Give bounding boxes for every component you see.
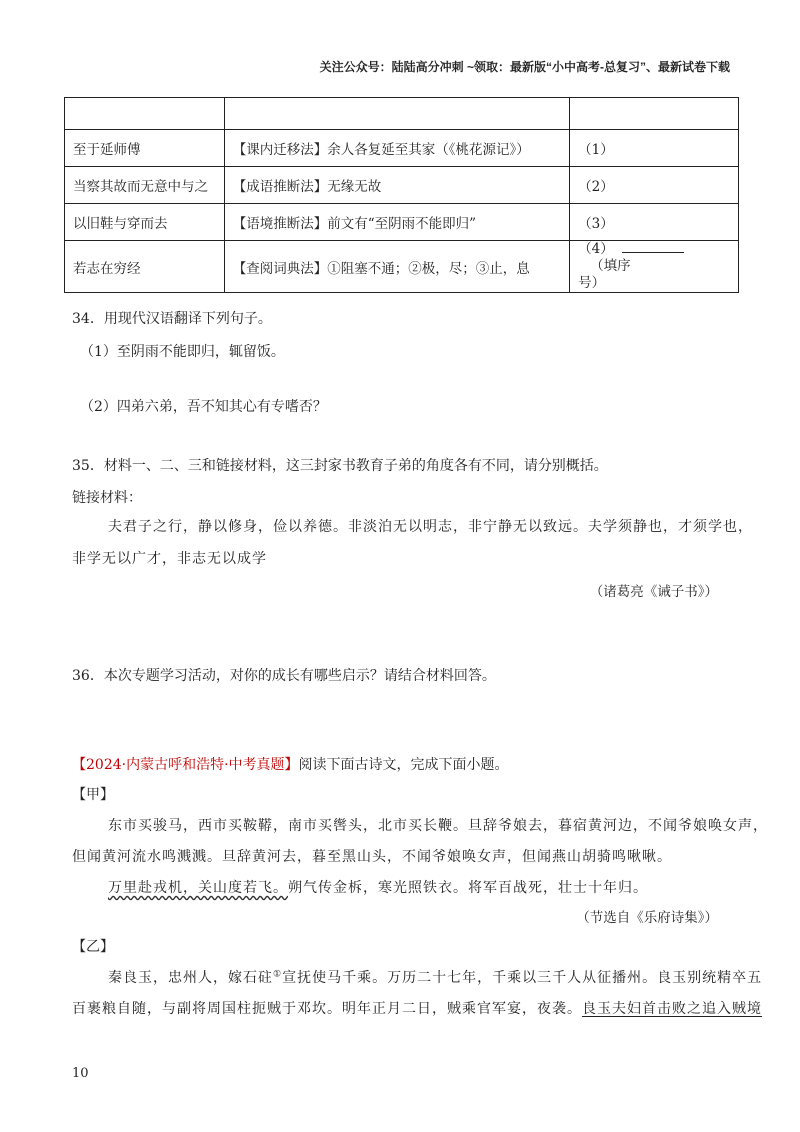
link-material-line: 非学无以广才，非志无以成学 — [72, 551, 267, 567]
table-row — [65, 167, 739, 204]
page-header: 关注公众号：陆陆高分冲刺 ~领取：最新版“小中高考-总复习”、最新试卷下载 — [319, 60, 730, 74]
passage-yi-label: 【乙】 — [72, 939, 114, 955]
table-cell — [224, 98, 569, 130]
link-material-label: 链接材料： — [72, 490, 142, 506]
question-34-sentence-2: （2）四弟六弟，吾不知其心有专嗜否？ — [80, 399, 327, 415]
question-34-sentence-1: （1）至阴雨不能即归，辄留饭。 — [80, 344, 285, 360]
reading-instruction: 阅读下面古诗文，完成下面小题。 — [298, 757, 509, 773]
passage-jia-label: 【甲】 — [72, 787, 114, 803]
table-cell — [570, 98, 739, 130]
question-36-stem: 36．本次专题学习活动，对你的成长有哪些启示？请结合材料回答。 — [72, 668, 496, 684]
wavy-underlined-sentence: 万里赴戎机，关山度若飞。 — [108, 880, 288, 896]
reading-intro — [72, 754, 509, 774]
answer-blank[interactable] — [622, 252, 684, 253]
passage-yi-line — [72, 998, 762, 1018]
passage-yi-text: 百裹粮自随，与副将周国柱扼贼于邓坎。明年正月二日，贼乘官军宴，夜袭。 — [72, 1001, 582, 1017]
table-cell-word: 当察其故而无意中与之 — [65, 167, 225, 204]
question-34-stem: 34．用现代汉语翻译下列句子。 — [72, 311, 272, 327]
passage-yi-line — [108, 967, 762, 987]
table-cell-answer — [570, 241, 739, 293]
vocabulary-table — [64, 97, 739, 293]
table-cell-answer: （3） — [570, 204, 739, 241]
table-cell-word: 以旧鞋与穿而去 — [65, 204, 225, 241]
passage-jia-text: 朔气传金柝，寒光照铁衣。将军百战死，壮士十年归。 — [288, 880, 648, 896]
passage-jia-line: 东市买骏马，西市买鞍鞯，南市买辔头，北市买长鞭。旦辞爷娘去，暮宿黄河边，不闻爷娘唤女声， — [108, 818, 768, 834]
table-row — [65, 204, 739, 241]
footnote-marker: ① — [273, 969, 283, 980]
question-35-stem: 35．材料一、二、三和链接材料，这三封家书教育子弟的角度各有不同，请分别概括。 — [72, 458, 608, 474]
link-material-source: （诸葛亮《诫子书》） — [589, 584, 718, 600]
table-cell-answer: （2） — [570, 167, 739, 204]
passage-jia-source: （节选自《乐府诗集》） — [576, 910, 718, 926]
table-cell-method: 【成语推断法】无缘无故 — [224, 167, 569, 204]
table-row — [65, 130, 739, 167]
answer-prefix: （4） — [578, 241, 614, 257]
table-cell-word: 至于延师傅 — [65, 130, 225, 167]
answer-hint-cont: 号） — [578, 275, 606, 291]
passage-jia-line — [108, 877, 648, 897]
passage-yi-text: 秦良玉，忠州人，嫁石砫 — [108, 970, 273, 986]
answer-hint: （填序 — [590, 258, 631, 274]
table-cell-method: 【查阅词典法】①阻塞不通；②极，尽；③止，息 — [224, 241, 569, 293]
exam-source-tag: 【2024·内蒙古呼和浩特·中考真题】 — [72, 757, 299, 773]
table-cell-method: 【语境推断法】前文有“至阴雨不能即归” — [224, 204, 569, 241]
passage-yi-text: 宣抚使马千乘。万历二十七年，千乘以三千人从征播州。良玉别统精卒五 — [282, 970, 763, 986]
table-cell — [65, 98, 225, 130]
table-cell-word: 若志在穷经 — [65, 241, 225, 293]
table-row — [65, 241, 739, 293]
page-number: 10 — [72, 1066, 89, 1081]
link-material-line: 夫君子之行，静以修身，俭以养德。非淡泊无以明志，非宁静无以致远。夫学须静也，才须学也， — [108, 519, 753, 535]
table-cell-method: 【课内迁移法】余人各复延至其家（《桃花源记》） — [224, 130, 569, 167]
table-cell-answer: （1） — [570, 130, 739, 167]
passage-jia-line: 但闻黄河流水鸣溅溅。旦辞黄河去，暮至黑山头，不闻爷娘唤女声，但闻燕山胡骑鸣啾啾。 — [72, 849, 672, 865]
underlined-sentence: 良玉夫妇首击败之追入贼境 — [582, 1001, 762, 1017]
table-row — [65, 98, 739, 130]
